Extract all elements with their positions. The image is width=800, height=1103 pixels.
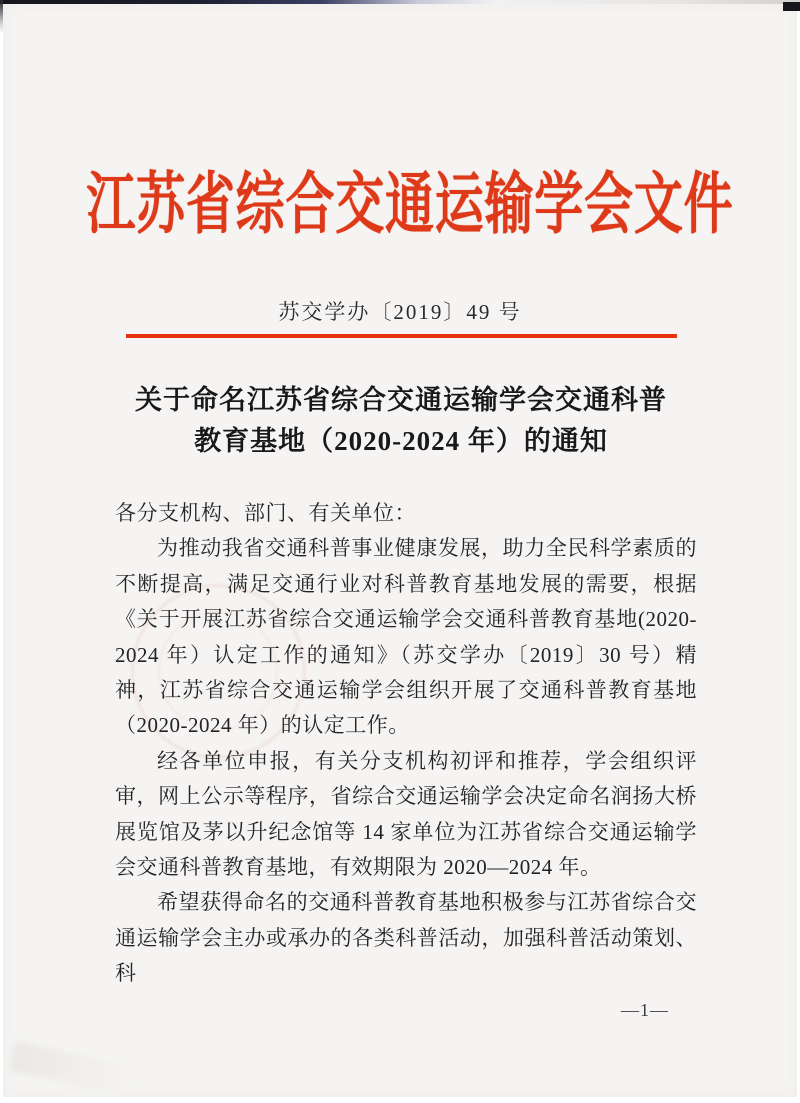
- paper-sheet: 江苏省综合交通运输学会文件 苏交学办〔2019〕49 号 关于命名江苏省综合交通运输学会交通科普 教育基地（2020-2024 年）的通知 各分支机构、部门、有关单位： 为推动我省交通科普事业健康发展，助力全民科学素质的不断提高，满足交通行业对科普教育基地发展的需要，根据《关于开展江苏省综合交通运输学会交通科普教育基地(2020-2024 年）认定工作的通知》（苏交学办〔2019〕30 号）精神，江苏省综合交通运输学会组织开展了交通科普教育基地（2020-2024 年）的认定工作。 经各单位申报，有关分支机构初评和推荐，学会组织评审，网上公示等程序，省综合交通运输学会决定命名润扬大桥展览馆及茅以升纪念馆等 14 家单位为江苏省综合交通运输学会交通科普教育基地，有效期限为 2020—2024 年。 希望获得命名的交通科普教育基地积极参与江苏省综合交通运输学会主办或承办的各类科普活动，加强科普活动策划、科 —1—: [3, 4, 797, 1097]
- scan-edge-artifact-top: [0, 0, 800, 4]
- document-number: 苏交学办〔2019〕49 号: [278, 300, 522, 324]
- paragraph-1: 为推动我省交通科普事业健康发展，助力全民科学素质的不断提高，满足交通行业对科普教育基地发展的需要，根据《关于开展江苏省综合交通运输学会交通科普教育基地(2020-2024 年）认定工作的通知》（苏交学办〔2019〕30 号）精神，江苏省综合交通运输学会组织开展了交通科普教育基地（2020-2024 年）的认定工作。: [115, 536, 697, 738]
- document-title: [63, 380, 739, 462]
- scan-smudge: [10, 1042, 183, 1103]
- salutation: 各分支机构、部门、有关单位：: [115, 501, 416, 525]
- document-title-line1: 关于命名江苏省综合交通运输学会交通科普: [135, 385, 667, 415]
- scan-corner-artifact: [783, 2, 800, 11]
- scan-edge-artifact-left: [0, 0, 3, 34]
- red-separator-line: [126, 334, 677, 338]
- document-body: [115, 496, 697, 992]
- letterhead-org-title: 江苏省综合交通运输学会文件: [86, 168, 734, 243]
- paragraph-2: 经各单位申报，有关分支机构初评和推荐，学会组织评审，网上公示等程序，省综合交通运输学会决定命名润扬大桥展览馆及茅以升纪念馆等 14 家单位为江苏省综合交通运输学会交通科普教育基地，有效期限为 2020—2024 年。: [115, 748, 697, 880]
- paragraph-3: 希望获得命名的交通科普教育基地积极参与江苏省综合交通运输学会主办或承办的各类科普活动，加强科普活动策划、科: [115, 890, 697, 986]
- document-title-line2: 教育基地（2020-2024 年）的通知: [194, 426, 608, 456]
